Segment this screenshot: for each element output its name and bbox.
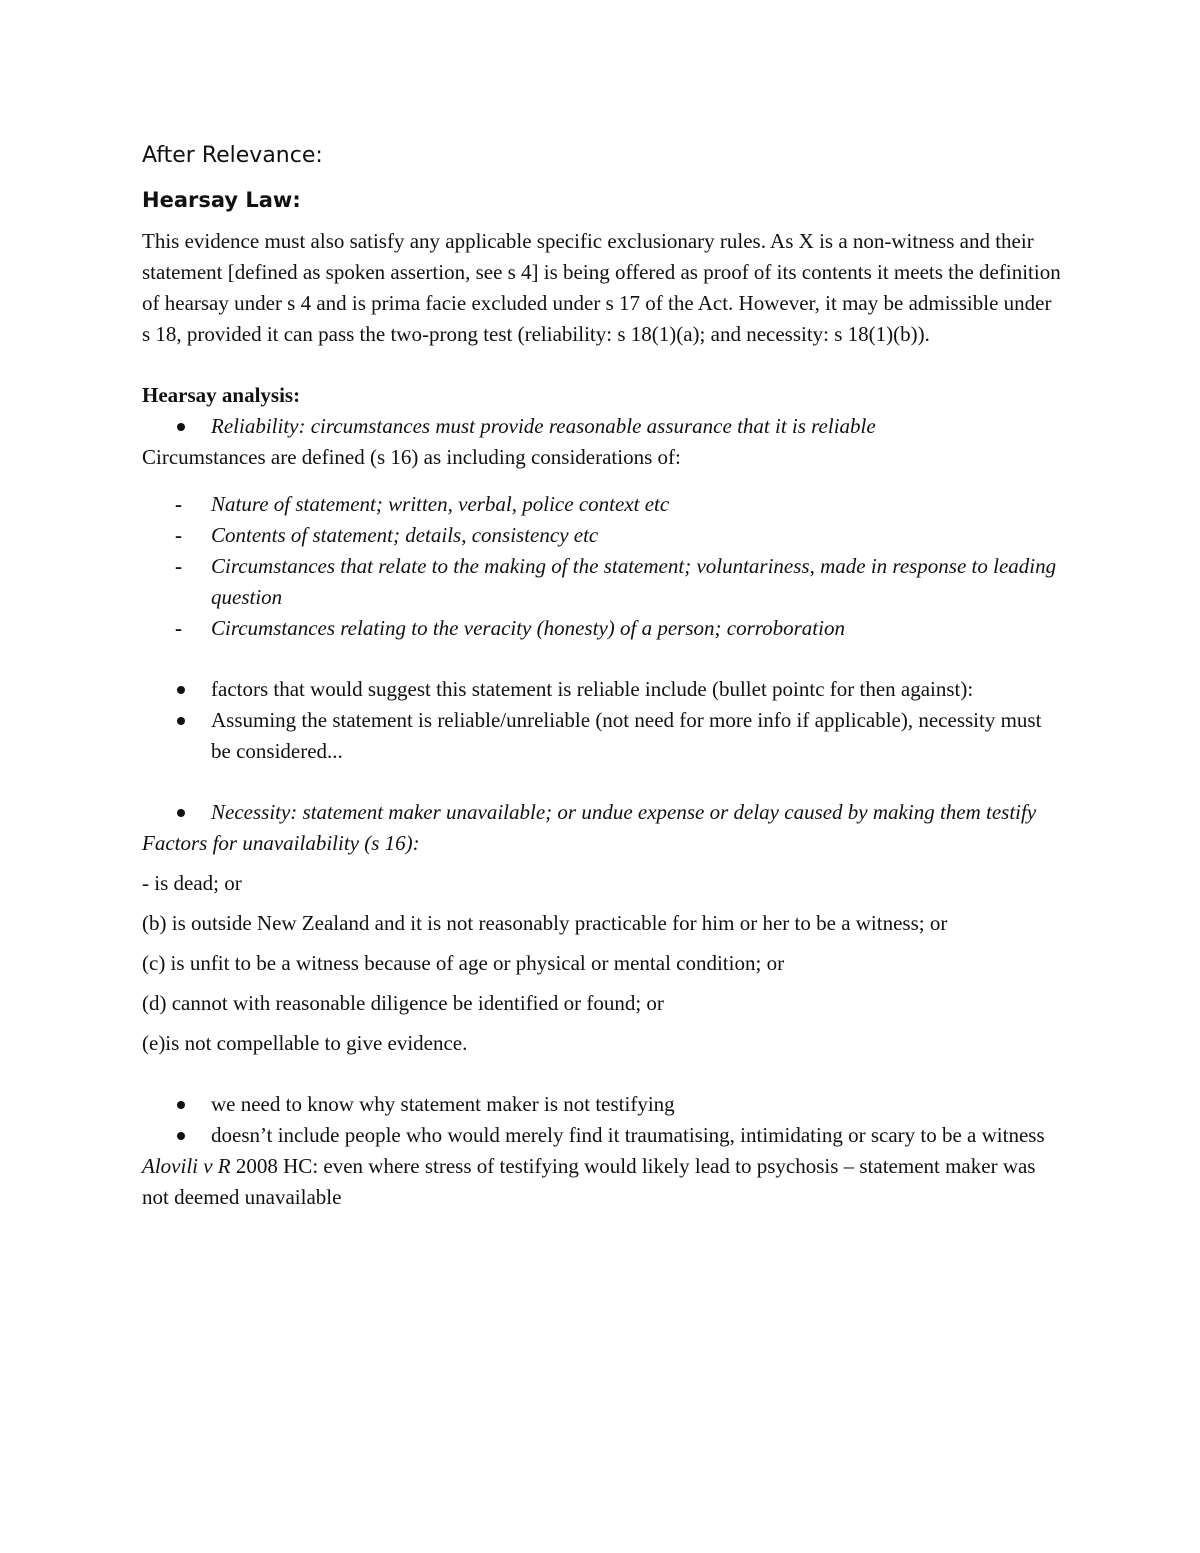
bullet-icon [177,717,185,725]
bullet-icon [177,423,185,431]
case-name: Alovili v R [142,1154,231,1178]
list-item [142,705,1062,767]
circumstance-list [142,489,1062,644]
unavailability-item: - is dead; or [142,871,242,895]
dash-icon: - [175,616,182,640]
circumstance-text: Nature of statement; written, verbal, police context etc [211,492,670,516]
list-item [142,1120,1062,1151]
bullet-icon [177,1132,185,1140]
intro-paragraph: This evidence must also satisfy any applicable specific exclusionary rules. As X is a non-witness and their statement [defined as spoken assertion, see s 4] is being offered as proof of its contents it meets the definition of hearsay under s 4 and is prima facie excluded under s 17 of the Act. However, it may be admissible under s 18, provided it can pass the two-prong test (reliability: s 18(1)(a); and necessity: s 18(1)(b)). [142,229,1061,346]
point-text: doesn’t include people who would merely find it traumatising, intimidating or scary to be a witness [211,1123,1045,1147]
bullet-icon [177,1101,185,1109]
circumstance-text: Contents of statement; details, consistency etc [211,523,599,547]
necessity-list [142,797,1062,828]
point-text: we need to know why statement maker is not testifying [211,1092,675,1116]
dash-icon: - [175,523,182,547]
bullet-icon [177,686,185,694]
unavailability-heading: Factors for unavailability (s 16): [142,831,420,855]
unavailability-item: (e)is not compellable to give evidence. [142,1031,468,1055]
unavailability-item: (d) cannot with reasonable diligence be identified or found; or [142,991,664,1015]
list-item [142,797,1062,828]
list-item [142,674,1062,705]
page-heading: After Relevance: [142,143,323,168]
reliability-points-list [142,674,1062,767]
bullet-icon [177,809,185,817]
unavailability-item: (c) is unfit to be a witness because of age or physical or mental condition; or [142,951,785,975]
case-paragraph [142,1151,1062,1213]
list-item [142,1089,1062,1120]
necessity-text: Necessity: statement maker unavailable; or undue expense or delay caused by making them testify [211,800,1037,824]
unavailability-item: (b) is outside New Zealand and it is not reasonably practicable for him or her to be a witness; or [142,911,948,935]
dash-icon: - [175,492,182,516]
point-text: Assuming the statement is reliable/unreliable (not need for more info if applicable), necessity must be considered... [211,708,1042,763]
analysis-heading: Hearsay analysis: [142,383,301,407]
point-text: factors that would suggest this statement is reliable include (bullet pointc for then against): [211,677,974,701]
list-item [142,613,1062,644]
circumstances-line: Circumstances are defined (s 16) as including considerations of: [142,445,681,469]
list-item [142,551,1062,613]
document-page [142,138,1062,1213]
reliability-list [142,411,1062,442]
reliability-text: Reliability: circumstances must provide reasonable assurance that it is reliable [211,414,876,438]
circumstance-text: Circumstances relating to the veracity (honesty) of a person; corroboration [211,616,845,640]
list-item [142,411,1062,442]
circumstance-text: Circumstances that relate to the making of the statement; voluntariness, made in response to leading question [211,554,1057,609]
section-heading: Hearsay Law: [142,188,301,212]
necessity-points-list [142,1089,1062,1151]
dash-icon: - [175,554,182,578]
list-item [142,520,1062,551]
list-item [142,489,1062,520]
case-text: 2008 HC: even where stress of testifying would likely lead to psychosis – statement maker was not deemed unavailable [142,1154,1036,1209]
